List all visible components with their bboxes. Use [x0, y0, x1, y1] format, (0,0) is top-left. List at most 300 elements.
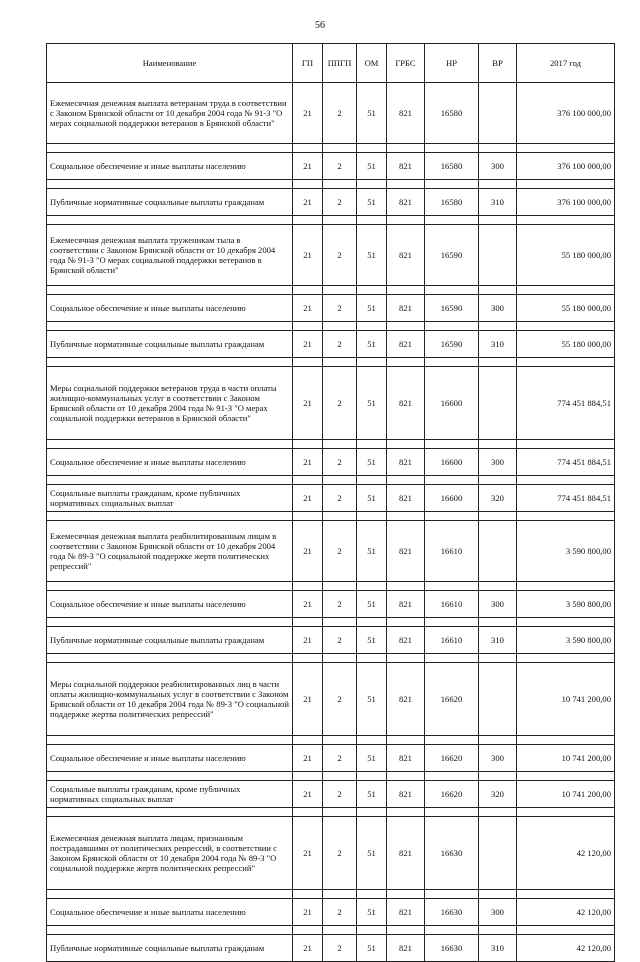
row-ppgp-cell: 2	[323, 295, 357, 322]
spacer-cell	[323, 358, 357, 367]
spacer-cell	[517, 216, 615, 225]
row-ppgp-cell: 2	[323, 485, 357, 512]
row-om-cell: 51	[357, 225, 387, 286]
spacer-cell	[425, 808, 479, 817]
table-row	[47, 367, 615, 440]
row-om-cell: 51	[357, 591, 387, 618]
row-gp-cell: 21	[293, 331, 323, 358]
row-vr-cell: 320	[479, 781, 517, 808]
row-name-cell: Социальное обеспечение и иные выплаты населению	[47, 745, 293, 772]
row-name-cell: Социальное обеспечение и иные выплаты населению	[47, 153, 293, 180]
spacer-cell	[323, 286, 357, 295]
spacer-cell	[323, 144, 357, 153]
spacer-cell	[293, 476, 323, 485]
table-row	[47, 153, 615, 180]
row-amount-cell: 55 180 000,00	[517, 225, 615, 286]
spacer-cell	[323, 736, 357, 745]
spacer-cell	[323, 440, 357, 449]
row-grbs-cell: 821	[387, 367, 425, 440]
row-gp-cell: 21	[293, 153, 323, 180]
column-header-grbs: ГРБС	[387, 44, 425, 83]
row-nr-cell: 16580	[425, 153, 479, 180]
row-gp-cell: 21	[293, 225, 323, 286]
spacer-cell	[293, 286, 323, 295]
spacer-cell	[47, 890, 293, 899]
row-spacer	[47, 654, 615, 663]
spacer-cell	[323, 512, 357, 521]
row-grbs-cell: 821	[387, 225, 425, 286]
spacer-cell	[517, 808, 615, 817]
row-nr-cell: 16590	[425, 331, 479, 358]
row-ppgp-cell: 2	[323, 745, 357, 772]
row-name-cell: Меры социальной поддержки ветеранов труда в части оплаты жилищно-коммунальных услуг в соответствии с Законом Брянской области от 10 декабря 2004 года № 91-З "О мерах социальной поддержки ветеранов в Брянской области"	[47, 367, 293, 440]
spacer-cell	[517, 322, 615, 331]
spacer-cell	[425, 216, 479, 225]
spacer-cell	[357, 144, 387, 153]
row-vr-cell: 300	[479, 153, 517, 180]
row-amount-cell: 3 590 800,00	[517, 591, 615, 618]
row-gp-cell: 21	[293, 189, 323, 216]
spacer-cell	[387, 890, 425, 899]
spacer-cell	[47, 618, 293, 627]
spacer-cell	[293, 216, 323, 225]
row-om-cell: 51	[357, 189, 387, 216]
row-amount-cell: 774 451 884,51	[517, 449, 615, 476]
spacer-cell	[357, 926, 387, 935]
row-name-cell: Социальные выплаты гражданам, кроме публичных нормативных социальных выплат	[47, 781, 293, 808]
row-gp-cell: 21	[293, 367, 323, 440]
row-grbs-cell: 821	[387, 781, 425, 808]
table-body	[47, 83, 615, 962]
spacer-cell	[479, 512, 517, 521]
row-gp-cell: 21	[293, 817, 323, 890]
spacer-cell	[479, 808, 517, 817]
row-om-cell: 51	[357, 153, 387, 180]
table-row	[47, 817, 615, 890]
row-amount-cell: 42 120,00	[517, 899, 615, 926]
row-ppgp-cell: 2	[323, 663, 357, 736]
row-gp-cell: 21	[293, 663, 323, 736]
row-vr-cell: 310	[479, 935, 517, 962]
row-grbs-cell: 821	[387, 331, 425, 358]
spacer-cell	[293, 180, 323, 189]
spacer-cell	[323, 808, 357, 817]
row-nr-cell: 16580	[425, 189, 479, 216]
row-ppgp-cell: 2	[323, 781, 357, 808]
spacer-cell	[517, 286, 615, 295]
spacer-cell	[425, 582, 479, 591]
row-gp-cell: 21	[293, 745, 323, 772]
row-spacer	[47, 322, 615, 331]
spacer-cell	[293, 144, 323, 153]
spacer-cell	[517, 926, 615, 935]
row-gp-cell: 21	[293, 899, 323, 926]
spacer-cell	[479, 654, 517, 663]
row-om-cell: 51	[357, 295, 387, 322]
row-om-cell: 51	[357, 83, 387, 144]
spacer-cell	[517, 654, 615, 663]
column-header-gp: ГП	[293, 44, 323, 83]
spacer-cell	[293, 512, 323, 521]
row-gp-cell: 21	[293, 521, 323, 582]
row-spacer	[47, 512, 615, 521]
spacer-cell	[425, 654, 479, 663]
spacer-cell	[425, 890, 479, 899]
table-row	[47, 663, 615, 736]
row-nr-cell: 16610	[425, 521, 479, 582]
spacer-cell	[293, 926, 323, 935]
row-nr-cell: 16590	[425, 225, 479, 286]
row-gp-cell: 21	[293, 83, 323, 144]
row-spacer	[47, 358, 615, 367]
spacer-cell	[387, 512, 425, 521]
spacer-cell	[357, 322, 387, 331]
spacer-cell	[479, 476, 517, 485]
table-row	[47, 449, 615, 476]
spacer-cell	[387, 440, 425, 449]
row-nr-cell: 16600	[425, 449, 479, 476]
row-spacer	[47, 286, 615, 295]
spacer-cell	[323, 322, 357, 331]
spacer-cell	[425, 180, 479, 189]
row-vr-cell: 320	[479, 485, 517, 512]
row-gp-cell: 21	[293, 485, 323, 512]
row-ppgp-cell: 2	[323, 627, 357, 654]
spacer-cell	[479, 322, 517, 331]
row-vr-cell	[479, 663, 517, 736]
row-nr-cell: 16630	[425, 817, 479, 890]
spacer-cell	[357, 512, 387, 521]
row-nr-cell: 16590	[425, 295, 479, 322]
row-gp-cell: 21	[293, 781, 323, 808]
spacer-cell	[357, 476, 387, 485]
row-nr-cell: 16630	[425, 899, 479, 926]
spacer-cell	[425, 772, 479, 781]
spacer-cell	[357, 180, 387, 189]
row-spacer	[47, 890, 615, 899]
spacer-cell	[357, 286, 387, 295]
row-ppgp-cell: 2	[323, 521, 357, 582]
row-spacer	[47, 808, 615, 817]
spacer-cell	[47, 440, 293, 449]
spacer-cell	[323, 890, 357, 899]
spacer-cell	[517, 476, 615, 485]
spacer-cell	[47, 144, 293, 153]
spacer-cell	[517, 772, 615, 781]
budget-table	[46, 43, 615, 962]
table-row	[47, 591, 615, 618]
spacer-cell	[47, 286, 293, 295]
row-om-cell: 51	[357, 781, 387, 808]
row-gp-cell: 21	[293, 449, 323, 476]
row-vr-cell: 300	[479, 745, 517, 772]
row-nr-cell: 16620	[425, 781, 479, 808]
spacer-cell	[425, 322, 479, 331]
row-spacer	[47, 926, 615, 935]
spacer-cell	[357, 736, 387, 745]
table-row	[47, 745, 615, 772]
row-ppgp-cell: 2	[323, 899, 357, 926]
table-row	[47, 627, 615, 654]
spacer-cell	[293, 582, 323, 591]
spacer-cell	[357, 216, 387, 225]
spacer-cell	[357, 358, 387, 367]
spacer-cell	[387, 736, 425, 745]
column-header-nr: НР	[425, 44, 479, 83]
row-grbs-cell: 821	[387, 189, 425, 216]
spacer-cell	[479, 286, 517, 295]
spacer-cell	[47, 180, 293, 189]
spacer-cell	[357, 808, 387, 817]
spacer-cell	[479, 736, 517, 745]
row-vr-cell: 300	[479, 449, 517, 476]
row-spacer	[47, 476, 615, 485]
spacer-cell	[357, 890, 387, 899]
table-row	[47, 225, 615, 286]
spacer-cell	[517, 440, 615, 449]
spacer-cell	[47, 808, 293, 817]
row-ppgp-cell: 2	[323, 367, 357, 440]
spacer-cell	[323, 772, 357, 781]
table-row	[47, 485, 615, 512]
row-amount-cell: 774 451 884,51	[517, 485, 615, 512]
spacer-cell	[47, 476, 293, 485]
spacer-cell	[293, 358, 323, 367]
spacer-cell	[425, 618, 479, 627]
spacer-cell	[357, 618, 387, 627]
spacer-cell	[357, 654, 387, 663]
row-amount-cell: 376 100 000,00	[517, 189, 615, 216]
row-ppgp-cell: 2	[323, 591, 357, 618]
spacer-cell	[479, 440, 517, 449]
spacer-cell	[47, 216, 293, 225]
row-nr-cell: 16580	[425, 83, 479, 144]
column-header-om: ОМ	[357, 44, 387, 83]
row-amount-cell: 10 741 200,00	[517, 745, 615, 772]
row-name-cell: Социальное обеспечение и иные выплаты населению	[47, 449, 293, 476]
spacer-cell	[425, 926, 479, 935]
spacer-cell	[387, 180, 425, 189]
row-name-cell: Социальные выплаты гражданам, кроме публичных нормативных социальных выплат	[47, 485, 293, 512]
table-header-row	[47, 44, 615, 83]
spacer-cell	[323, 582, 357, 591]
spacer-cell	[479, 180, 517, 189]
row-spacer	[47, 772, 615, 781]
row-spacer	[47, 736, 615, 745]
spacer-cell	[479, 358, 517, 367]
table-row	[47, 189, 615, 216]
spacer-cell	[387, 582, 425, 591]
spacer-cell	[47, 654, 293, 663]
row-amount-cell: 10 741 200,00	[517, 781, 615, 808]
row-name-cell: Ежемесячная денежная выплата труженикам тыла в соответствии с Законом Брянской области от 10 декабря 2004 года № 91-З "О мерах социальной поддержки ветеранов в Брянской области"	[47, 225, 293, 286]
row-gp-cell: 21	[293, 935, 323, 962]
row-spacer	[47, 216, 615, 225]
spacer-cell	[47, 512, 293, 521]
spacer-cell	[425, 512, 479, 521]
spacer-cell	[293, 772, 323, 781]
row-om-cell: 51	[357, 449, 387, 476]
spacer-cell	[357, 582, 387, 591]
row-grbs-cell: 821	[387, 935, 425, 962]
row-name-cell: Социальное обеспечение и иные выплаты населению	[47, 295, 293, 322]
spacer-cell	[479, 926, 517, 935]
row-name-cell: Меры социальной поддержки реабилитированных лиц в части оплаты жилищно-коммунальных услуг в соответствии с Законом Брянской области от 10 декабря 2004 года № 89-З "О социальной поддержке жертва политических репрессий"	[47, 663, 293, 736]
spacer-cell	[425, 476, 479, 485]
row-vr-cell	[479, 367, 517, 440]
spacer-cell	[387, 618, 425, 627]
spacer-cell	[47, 926, 293, 935]
row-vr-cell	[479, 225, 517, 286]
row-spacer	[47, 618, 615, 627]
column-header-vr: ВР	[479, 44, 517, 83]
row-spacer	[47, 582, 615, 591]
row-amount-cell: 10 741 200,00	[517, 663, 615, 736]
row-grbs-cell: 821	[387, 745, 425, 772]
table-row	[47, 295, 615, 322]
row-amount-cell: 376 100 000,00	[517, 83, 615, 144]
row-grbs-cell: 821	[387, 485, 425, 512]
row-grbs-cell: 821	[387, 83, 425, 144]
spacer-cell	[517, 144, 615, 153]
row-grbs-cell: 821	[387, 663, 425, 736]
spacer-cell	[47, 358, 293, 367]
spacer-cell	[387, 286, 425, 295]
row-amount-cell: 42 120,00	[517, 935, 615, 962]
spacer-cell	[479, 772, 517, 781]
row-vr-cell: 310	[479, 627, 517, 654]
row-spacer	[47, 440, 615, 449]
row-ppgp-cell: 2	[323, 83, 357, 144]
spacer-cell	[357, 772, 387, 781]
row-grbs-cell: 821	[387, 153, 425, 180]
row-nr-cell: 16600	[425, 367, 479, 440]
row-vr-cell	[479, 817, 517, 890]
spacer-cell	[479, 144, 517, 153]
spacer-cell	[425, 286, 479, 295]
spacer-cell	[387, 144, 425, 153]
spacer-cell	[293, 808, 323, 817]
column-header-name: Наименование	[47, 44, 293, 83]
spacer-cell	[323, 618, 357, 627]
spacer-cell	[517, 582, 615, 591]
spacer-cell	[425, 358, 479, 367]
spacer-cell	[293, 654, 323, 663]
row-vr-cell	[479, 521, 517, 582]
row-grbs-cell: 821	[387, 627, 425, 654]
row-om-cell: 51	[357, 367, 387, 440]
row-vr-cell: 300	[479, 899, 517, 926]
spacer-cell	[323, 216, 357, 225]
row-spacer	[47, 180, 615, 189]
spacer-cell	[517, 618, 615, 627]
row-name-cell: Ежемесячная денежная выплата лицам, признанным пострадавшими от политических репрессий, в соответствии с Законом Брянской области от 10 декабря 2004 года № 89-З "О социальной поддержке жертв политических репрессий"	[47, 817, 293, 890]
spacer-cell	[387, 654, 425, 663]
row-name-cell: Социальное обеспечение и иные выплаты населению	[47, 591, 293, 618]
spacer-cell	[323, 926, 357, 935]
row-nr-cell: 16620	[425, 663, 479, 736]
row-amount-cell: 55 180 000,00	[517, 331, 615, 358]
row-ppgp-cell: 2	[323, 935, 357, 962]
page-number: 56	[315, 20, 325, 31]
row-vr-cell: 310	[479, 331, 517, 358]
row-om-cell: 51	[357, 663, 387, 736]
spacer-cell	[47, 322, 293, 331]
spacer-cell	[293, 440, 323, 449]
row-name-cell: Ежемесячная денежная выплата ветеранам труда в соответствии с Законом Брянской области от 10 декабря 2004 года № 91-З "О мерах социальной поддержки ветеранов в Брянской области"	[47, 83, 293, 144]
row-amount-cell: 774 451 884,51	[517, 367, 615, 440]
spacer-cell	[479, 216, 517, 225]
row-om-cell: 51	[357, 521, 387, 582]
column-header-ppgp: ППГП	[323, 44, 357, 83]
row-name-cell: Публичные нормативные социальные выплаты гражданам	[47, 935, 293, 962]
row-grbs-cell: 821	[387, 899, 425, 926]
table-row	[47, 899, 615, 926]
row-nr-cell: 16610	[425, 591, 479, 618]
column-header-2017: 2017 год	[517, 44, 615, 83]
spacer-cell	[425, 736, 479, 745]
spacer-cell	[387, 358, 425, 367]
row-gp-cell: 21	[293, 627, 323, 654]
spacer-cell	[47, 582, 293, 591]
spacer-cell	[387, 772, 425, 781]
row-nr-cell: 16610	[425, 627, 479, 654]
row-om-cell: 51	[357, 331, 387, 358]
row-om-cell: 51	[357, 627, 387, 654]
spacer-cell	[357, 440, 387, 449]
spacer-cell	[293, 322, 323, 331]
spacer-cell	[479, 890, 517, 899]
row-nr-cell: 16620	[425, 745, 479, 772]
spacer-cell	[517, 358, 615, 367]
spacer-cell	[323, 654, 357, 663]
table-row	[47, 781, 615, 808]
row-om-cell: 51	[357, 817, 387, 890]
spacer-cell	[479, 618, 517, 627]
spacer-cell	[323, 180, 357, 189]
row-ppgp-cell: 2	[323, 817, 357, 890]
row-spacer	[47, 144, 615, 153]
row-ppgp-cell: 2	[323, 189, 357, 216]
row-vr-cell: 300	[479, 295, 517, 322]
row-gp-cell: 21	[293, 295, 323, 322]
row-amount-cell: 3 590 800,00	[517, 521, 615, 582]
spacer-cell	[479, 582, 517, 591]
row-ppgp-cell: 2	[323, 225, 357, 286]
row-grbs-cell: 821	[387, 295, 425, 322]
row-nr-cell: 16600	[425, 485, 479, 512]
spacer-cell	[517, 512, 615, 521]
table-row	[47, 331, 615, 358]
spacer-cell	[425, 440, 479, 449]
row-amount-cell: 55 180 000,00	[517, 295, 615, 322]
row-grbs-cell: 821	[387, 591, 425, 618]
row-name-cell: Публичные нормативные социальные выплаты гражданам	[47, 627, 293, 654]
row-amount-cell: 42 120,00	[517, 817, 615, 890]
row-name-cell: Социальное обеспечение и иные выплаты населению	[47, 899, 293, 926]
row-vr-cell	[479, 83, 517, 144]
table-row	[47, 83, 615, 144]
spacer-cell	[293, 890, 323, 899]
row-grbs-cell: 821	[387, 521, 425, 582]
row-name-cell: Ежемесячная денежная выплата реабилитированным лицам в соответствии с Законом Брянской области от 10 декабря 2004 года № 89-З "О социальной поддержке жертв политических репрессий"	[47, 521, 293, 582]
row-grbs-cell: 821	[387, 817, 425, 890]
spacer-cell	[387, 322, 425, 331]
row-om-cell: 51	[357, 899, 387, 926]
spacer-cell	[47, 772, 293, 781]
row-ppgp-cell: 2	[323, 331, 357, 358]
table-row	[47, 521, 615, 582]
